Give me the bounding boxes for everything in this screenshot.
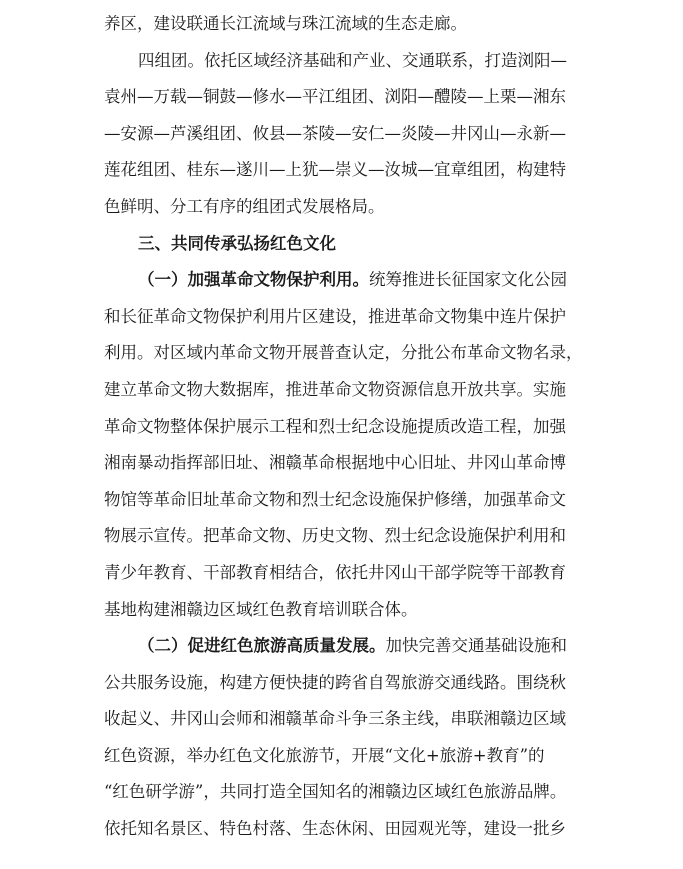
- paragraph-line: [104, 6, 588, 43]
- text-run: 养区，建设联通长江流域与珠江流域的生态走廊。: [104, 14, 467, 33]
- section-heading-text: 三、共同传承弘扬红色文化: [138, 233, 336, 253]
- text-run: 公共服务设施，构建方便快捷的跨省自驾旅游交通线路。围绕秋: [104, 672, 566, 692]
- paragraph-line: [104, 592, 588, 629]
- paragraph-line: [104, 445, 588, 482]
- subsection-title: （二）促进红色旅游高质量发展。: [138, 636, 386, 656]
- paragraph-line: [104, 189, 588, 226]
- paragraph-line: [104, 665, 588, 702]
- text-run: 莲花组团、桂东—遂川—上犹—崇义—汝城—宜章组团，构建特: [104, 160, 566, 180]
- text-run: —安源—芦溪组团、攸县—茶陵—安仁—炎陵—井冈山—永新—: [104, 123, 566, 143]
- paragraph-line: [104, 335, 588, 372]
- text-run: 建立革命文物大数据库，推进革命文物资源信息开放共享。实施: [104, 379, 566, 399]
- paragraph-line: [104, 116, 588, 153]
- paragraph-line: [104, 299, 588, 336]
- text-run: 袁州—万载—铜鼓—修水—平江组团、浏阳—醴陵—上栗—湘东: [104, 87, 566, 107]
- paragraph-line: [104, 774, 588, 811]
- subsection-title: （一）加强革命文物保护利用。: [138, 270, 369, 290]
- paragraph-line: [104, 372, 588, 409]
- paragraph-line: [104, 262, 588, 299]
- text-run: 利用。对区域内革命文物开展普查认定，分批公布革命文物名录，: [104, 343, 583, 363]
- text-run: 统筹推进长征国家文化公园: [369, 270, 567, 290]
- text-run: “红色研学游”，共同打造全国知名的湘赣边区域红色旅游品牌。: [104, 782, 567, 802]
- text-run: 物展示宣传。把革命文物、历史文物、烈士纪念设施保护利用和: [104, 526, 566, 546]
- paragraph-line: [104, 43, 588, 80]
- text-run: 和长征革命文物保护利用片区建设，推进革命文物集中连片保护: [104, 306, 566, 326]
- text-run: 湘南暴动指挥部旧址、湘赣革命根据地中心旧址、井冈山革命博: [104, 453, 566, 473]
- paragraph-line: [104, 518, 588, 555]
- text-run: 青少年教育、干部教育相结合，依托井冈山干部学院等干部教育: [104, 562, 566, 582]
- paragraph-line: [104, 409, 588, 446]
- paragraph-line: [104, 738, 588, 775]
- paragraph-line: [104, 79, 588, 116]
- paragraph-line: [104, 482, 588, 519]
- text-run: 四组团。依托区域经济基础和产业、交通联系，打造浏阳—: [138, 50, 567, 70]
- document-page: [104, 6, 588, 848]
- section-heading: [104, 226, 588, 263]
- paragraph-line: [104, 811, 588, 848]
- text-run: 色鲜明、分工有序的组团式发展格局。: [104, 196, 385, 216]
- text-run: 加快完善交通基础设施和: [385, 636, 567, 656]
- paragraph-line: [104, 152, 588, 189]
- paragraph-line: [104, 555, 588, 592]
- text-run: 革命文物整体保护展示工程和烈士纪念设施提质改造工程，加强: [104, 416, 566, 436]
- paragraph-line: [104, 701, 588, 738]
- text-run: 依托知名景区、特色村落、生态休闲、田园观光等，建设一批乡: [104, 819, 566, 839]
- paragraph-line: [104, 628, 588, 665]
- text-run: 红色资源，举办红色文化旅游节，开展“文化+旅游+教育”的: [104, 745, 545, 765]
- text-run: 收起义、井冈山会师和湘赣革命斗争三条主线，串联湘赣边区域: [104, 709, 566, 729]
- text-run: 物馆等革命旧址革命文物和烈士纪念设施保护修缮，加强革命文: [104, 489, 566, 509]
- text-run: 基地构建湘赣边区域红色教育培训联合体。: [104, 599, 418, 619]
